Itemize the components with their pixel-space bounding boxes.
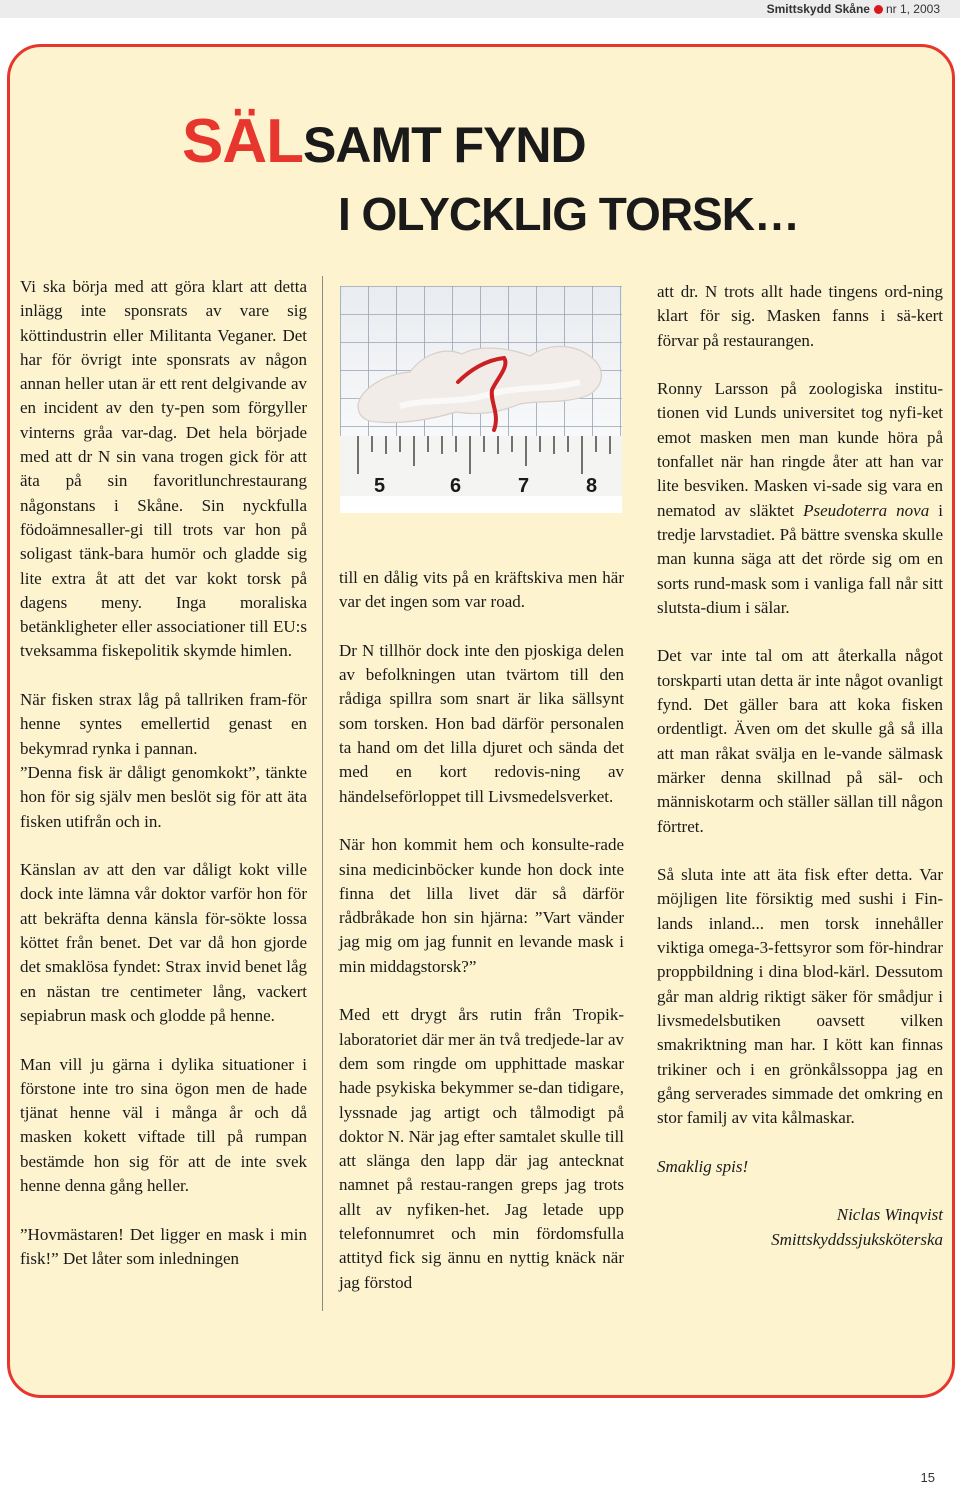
species-name: Pseudoterra nova xyxy=(803,500,930,520)
paragraph: Vi ska börja med att göra klart att detta inlägg inte sponsrats av vare sig köttindustrin eller Militanta Veganer. Det har för övrigt inte sponsrats av någon annan heller utan är ett rent delgivande av en incident av den ty-pen som förgyller vinterns gråa var-dag. Det hela började med att dr N sin vana trogen gick för att äta på sin favoritlunchrestaurang någonstans i Skåne. Sin nyckfulla födoämnesaller-gi till trots var hon på soligast tänk-bara humör och gladde sig lite extra åt att det var kokt torsk på dagens meny. Inga moraliska betänkligheter eller associationer till EU:s tveksamma fiskepolitik skymde himlen. xyxy=(20,277,307,661)
worm-on-ruler-image xyxy=(340,286,622,513)
article-column-2 xyxy=(339,566,624,1319)
paragraph xyxy=(657,377,943,620)
article-column-1 xyxy=(20,275,307,1295)
paragraph-text: Ronny Larsson på zoologiska institu-tionen vid Lunds universitet tog nyfi-ket emot masken men man kunde höra på tonfallet när han ringde åter att han var lite besviken. Masken vi-sade sig vara en nematod av släktet xyxy=(657,379,943,520)
headline-line-2: I OLYCKLIG TORSK… xyxy=(338,188,799,240)
author-name: Niclas Winqvist xyxy=(836,1205,943,1225)
column-divider xyxy=(322,276,323,1311)
article-column-3 xyxy=(657,280,943,1252)
ruler-number: 8 xyxy=(586,475,598,497)
ruler-number: 6 xyxy=(450,475,462,497)
paragraph: När fisken strax låg på tallriken fram-för henne syntes emellertid genast en bekymrad rynka i pannan. xyxy=(20,690,307,758)
worm-photo xyxy=(340,286,622,513)
page-header xyxy=(0,0,960,18)
paragraph: Känslan av att den var dåligt kokt ville dock inte lämna vår doktor varför hon för att bekräfta denna känsla för-sökte lossa köttet från benet. Det var då hon gjorde det smaklösa fyndet: Strax invid benet låg en nästan tre centimeter lång, vackert sepiabrun mask och glodde på henne. xyxy=(20,860,307,1025)
paragraph: ”Hovmästaren! Det ligger en mask i min fisk!” Det låter som inledningen xyxy=(20,1224,307,1268)
headline-rest: SAMT FYND xyxy=(303,117,586,173)
ruler-number: 7 xyxy=(518,475,530,497)
paragraph: Det var inte tal om att återkalla något torskparti utan detta är inte något ovanligt fynd. Det gäller bara att koka fisken ordentligt. Även om det skulle gå så illa att man råkat svälja en le-vande sälmask märker denna skillnad på säl- och människotarm och ställer sällan till någon förtret. xyxy=(657,646,943,836)
paragraph: ”Denna fisk är dåligt genomkokt”, tänkte hon för sig själv men beslöt sig för att äta fisken utifrån och in. xyxy=(20,762,307,831)
header-dot xyxy=(874,5,883,14)
paragraph-text: i tredje larvstadiet. På bättre svenska skulle man kunna säga att det rörde sig om en sorts rund-mask som i vanliga fall når sitt slutsta-dium i sälar. xyxy=(657,500,944,617)
paragraph: Man vill ju gärna i dylika situationer i förstone inte tro sina ögon men de hade tjänat henne väl i många år och då masken kokett viftade till på rumpan bestämde hon sig för att de inte svek henne denna gång heller. xyxy=(20,1054,307,1195)
headline-line-1 xyxy=(182,106,586,181)
paragraph: När hon kommit hem och konsulte-rade sina medicinböcker kunde hon dock inte finna det lilla livet där så därför rådbråkade hon sin hjärna: ”Vart vänder jag mig om jag funnit en levande mask i min middagstorsk?” xyxy=(339,835,624,976)
paragraph: Så sluta inte att äta fisk efter detta. Var möjligen lite försiktig med sushi i Fin-lands inland... men torsk innehåller viktiga omega-3-fettsyror som för-hindrar proppbildning i dina blod-kärl. Dessutom går man aldrig riktigt säker för smådjur i livsmedelsbutiken oavsett vilken smakriktning man har. I kött kan finnas trikiner och i en grönkålssoppa jag en gång serverades simmade det omkring en stor familj av vita kålmaskar. xyxy=(657,865,943,1128)
paragraph: Dr N tillhör dock inte den pjoskiga delen av befolkningen utan tvärtom till den rådiga spillra som snart är lika sällsynt som torsken. Hon bad därför personalen ta hand om det lilla djuret och sända det med en kort redovis-ning av händelseförloppet till Livsmedelsverket. xyxy=(339,640,624,806)
paragraph: till en dålig vits på en kräftskiva men här var det ingen som var road. xyxy=(339,568,624,612)
headline-red-part: SÄL xyxy=(182,107,303,176)
page-number: 15 xyxy=(920,1470,935,1485)
paragraph: att dr. N trots allt hade tingens ord-ning klart för sig. Masken fanns i sä-kert förvar på restaurangen. xyxy=(657,282,943,350)
sign-off xyxy=(657,1155,943,1179)
issue-label: nr 1, 2003 xyxy=(885,2,940,16)
magazine-name: Smittskydd Skåne xyxy=(766,2,870,16)
ruler-number: 5 xyxy=(374,475,386,497)
paragraph: Med ett drygt års rutin från Tropik-laboratoriet där mer än två tredjede-lar av dem som ringde om upphittade maskar hade psykiska bekymmer se-dan tidigare, lyssnade jag artigt och tålmodigt på doktor N. När jag efter samtalet skulle till att slänga den lapp där jag antecknat namnet på restau-rangen greps jag trots allt av nyfiken-het. Jag letade upp telefonnumret och min fördomsfulla attityd fick sig ännu en nyttig knäck när jag förstod xyxy=(339,1005,624,1292)
author-title: Smittskyddssjuksköterska xyxy=(771,1229,943,1249)
sign-off-text: Smaklig spis! xyxy=(657,1156,749,1176)
